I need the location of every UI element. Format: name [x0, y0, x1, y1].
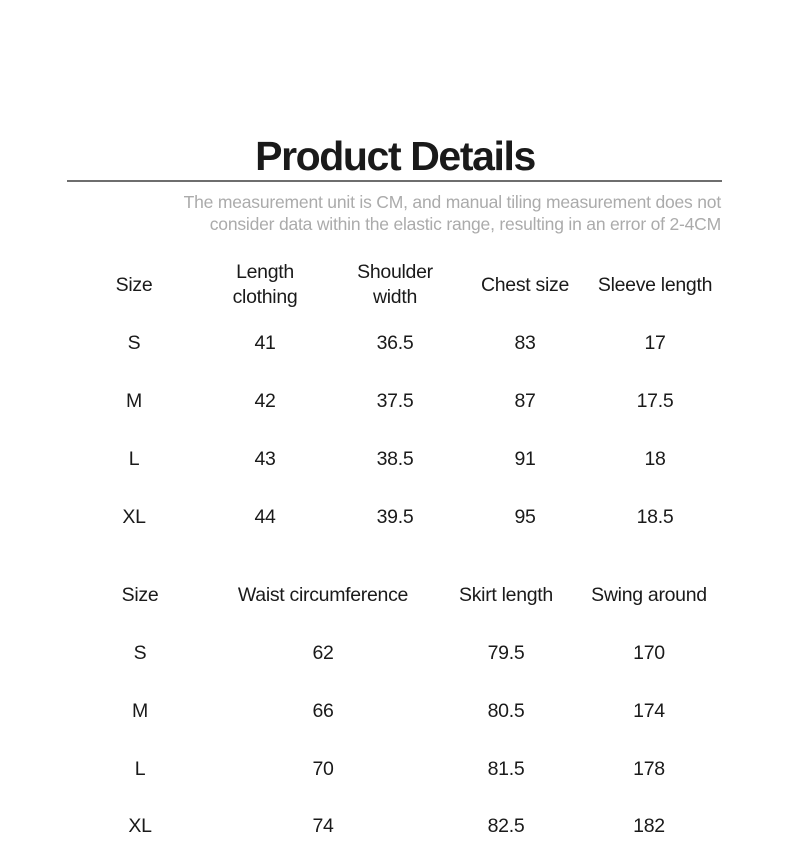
sleeve-cell: 18	[644, 447, 666, 470]
swing-cell: 182	[633, 814, 665, 837]
skirt-cell: 80.5	[487, 699, 525, 722]
page-title: Product Details	[255, 133, 535, 180]
header-size: Size	[115, 273, 153, 296]
length-cell: 44	[254, 505, 276, 528]
chest-cell: 83	[514, 331, 536, 354]
size-cell: M	[126, 389, 142, 412]
waist-cell: 62	[312, 641, 334, 664]
measurement-note-line-1: The measurement unit is CM, and manual tiling measurement does not	[183, 192, 721, 212]
size-cell: L	[134, 757, 146, 780]
swing-cell: 178	[633, 757, 665, 780]
chest-cell: 91	[514, 447, 536, 470]
swing-cell: 170	[633, 641, 665, 664]
header-skirt-length: Skirt length	[459, 583, 553, 606]
measurement-note-line-2: consider data within the elastic range, resulting in an error of 2-4CM	[209, 214, 721, 234]
length-cell: 42	[254, 389, 276, 412]
skirt-cell: 82.5	[487, 814, 525, 837]
table-row	[0, 624, 790, 682]
sleeve-cell: 17	[644, 331, 666, 354]
skirt-cell: 79.5	[487, 641, 525, 664]
shoulder-cell: 38.5	[376, 447, 414, 470]
table-row	[0, 740, 790, 798]
header-swing-around: Swing around	[591, 583, 707, 606]
waist-cell: 74	[312, 814, 334, 837]
table-header-row	[0, 566, 790, 624]
table-row	[0, 797, 790, 855]
header-size: Size	[121, 583, 159, 606]
size-cell: S	[133, 641, 147, 664]
title-divider	[67, 180, 722, 182]
measurement-note	[120, 191, 721, 235]
table-header-row	[0, 256, 790, 314]
chest-cell: 87	[514, 389, 536, 412]
skirt-cell: 81.5	[487, 757, 525, 780]
size-cell: XL	[128, 814, 152, 837]
chest-cell: 95	[514, 505, 536, 528]
sleeve-cell: 18.5	[636, 505, 674, 528]
size-cell: S	[127, 331, 141, 354]
table-row	[0, 314, 790, 372]
swing-cell: 174	[633, 699, 665, 722]
table-row	[0, 682, 790, 740]
waist-cell: 66	[312, 699, 334, 722]
size-cell: M	[132, 699, 148, 722]
header-sleeve-length: Sleeve length	[597, 273, 713, 296]
table-row	[0, 372, 790, 430]
shoulder-cell: 36.5	[376, 331, 414, 354]
size-cell: XL	[122, 505, 146, 528]
header-shoulder-width: Shoulder width	[357, 261, 433, 308]
waist-cell: 70	[312, 757, 334, 780]
table-row	[0, 488, 790, 546]
size-cell: L	[128, 447, 140, 470]
shoulder-cell: 39.5	[376, 505, 414, 528]
sleeve-cell: 17.5	[636, 389, 674, 412]
length-cell: 41	[254, 331, 276, 354]
header-waist-circumference: Waist circumference	[237, 583, 409, 606]
length-cell: 43	[254, 447, 276, 470]
table-row	[0, 430, 790, 488]
shoulder-cell: 37.5	[376, 389, 414, 412]
header-length-clothing: Length clothing	[232, 261, 298, 308]
header-chest-size: Chest size	[480, 273, 570, 296]
